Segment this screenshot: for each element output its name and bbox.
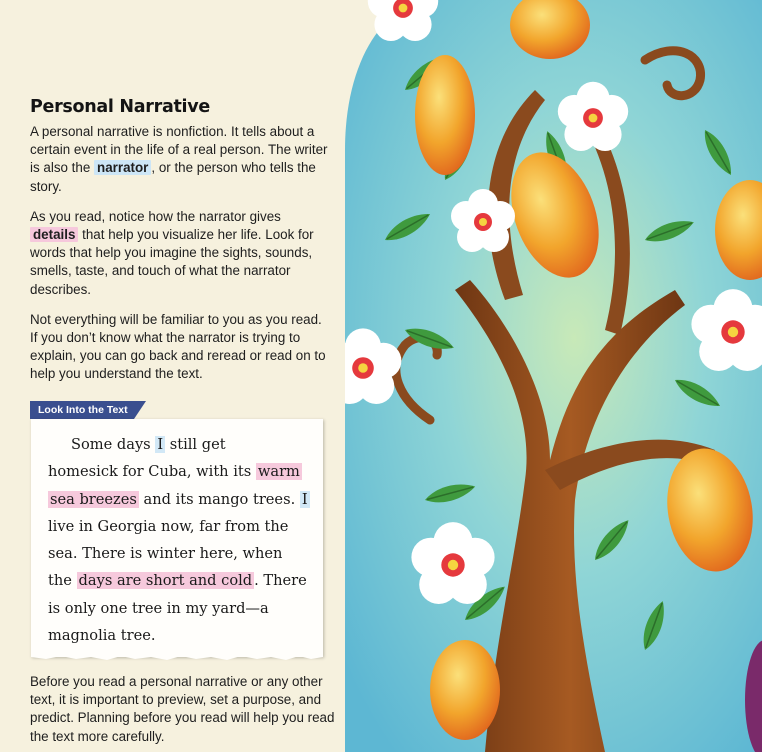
content-column xyxy=(30,97,330,396)
term-narrator: narrator xyxy=(94,160,151,175)
highlight-pronoun: I xyxy=(301,490,308,508)
look-into-text-tab: Look Into the Text xyxy=(30,401,134,419)
term-details: details xyxy=(30,227,78,242)
paragraph-details xyxy=(30,208,330,299)
quote-text xyxy=(48,431,318,649)
para1-text-start: A personal narrative is nonfiction. It tells about a certain event in the life of a real person. The writer is also the xyxy=(30,124,328,176)
para2-text-end: that help you visualize her life. Look for words that help you imagine the sights, sounds, smells, taste, and touch of what the narrator describes. xyxy=(30,227,314,297)
quote-card xyxy=(31,419,323,657)
quote-line-4: live in Georgia now, far from the xyxy=(48,517,289,535)
highlight-detail: warm xyxy=(257,463,300,481)
paragraph-preview: Before you read a personal narrative or any other text, it is important to preview, set a purpose, and predict. Planning before you read will help you read the text more carefully. xyxy=(30,674,335,744)
section-heading: Personal Narrative xyxy=(30,97,210,117)
quote-line-8: magnolia tree. xyxy=(48,627,156,645)
paragraph-definition xyxy=(30,123,330,196)
quote-line-5: sea. There is winter here, when xyxy=(48,545,283,563)
highlight-pronoun: I xyxy=(157,436,164,453)
torn-edge xyxy=(31,653,323,663)
quote-line-6: the days are short and cold . There xyxy=(48,572,307,590)
quote-line-2: homesick for Cuba, with its warm xyxy=(48,463,300,481)
paragraph-familiar: Not everything will be familiar to you as you read. If you don’t know what the narrator is trying to explain, you can go back and reread or read on to help you understand the text. xyxy=(30,311,326,382)
quote-line-3: sea breezes and its mango trees. I xyxy=(50,490,308,508)
para2-text-start: As you read, notice how the narrator gives xyxy=(30,208,281,224)
highlight-detail: sea breezes xyxy=(50,490,137,508)
quote-line-7: is only one tree in my yard—a xyxy=(48,599,269,617)
mango-tree-illustration-icon xyxy=(345,0,762,752)
highlight-detail: days are short and cold xyxy=(78,572,253,590)
para1-text-end: , or the person who tells the story. xyxy=(30,160,316,194)
quote-line-1: Some days I still get xyxy=(71,436,226,453)
